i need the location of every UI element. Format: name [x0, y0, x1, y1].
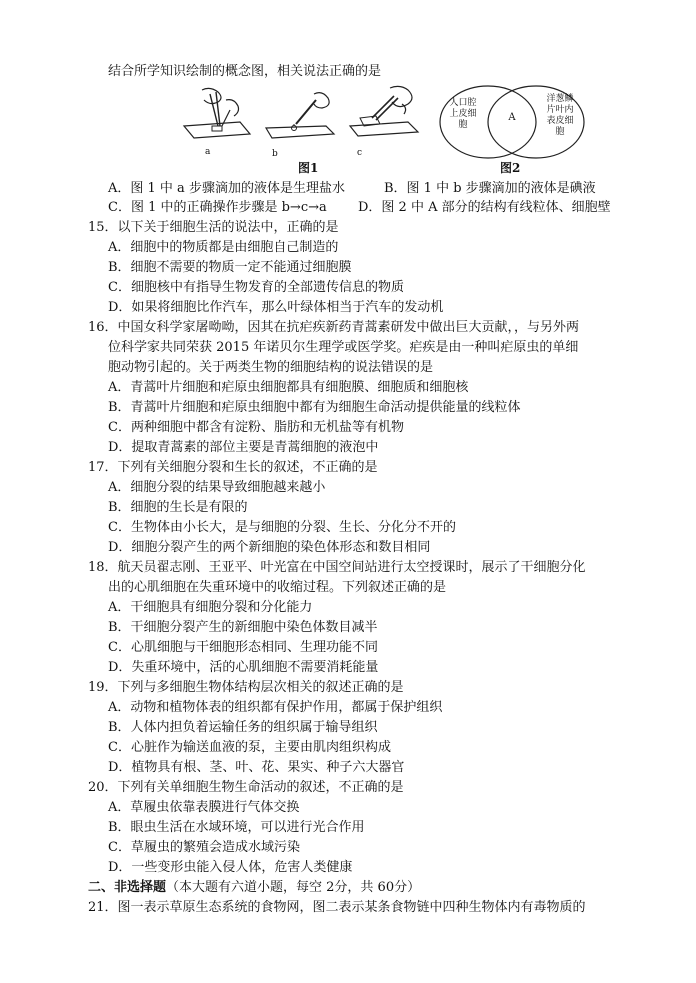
q14-figures [160, 84, 620, 176]
q20-option-d: D．一些变形虫能入侵人体，危害人类健康 [108, 860, 353, 875]
section2-note: （本大题有六道小题，每空 2分，共 60分） [166, 880, 421, 895]
label-a: a [205, 147, 211, 157]
q20-option-b: B．眼虫生活在水域环境，可以进行光合作用 [108, 820, 365, 835]
q16-option-c: C．两种细胞中都含有淀粉、脂肪和无机盐等有机物 [108, 420, 404, 435]
q15-option-a: A．细胞中的物质都是由细胞自己制造的 [108, 240, 339, 255]
q17-stem: 17．下列有关细胞分裂和生长的叙述，不正确的是 [88, 460, 378, 475]
q16-stem-line-1: 16．中国女科学家屠呦呦，因其在抗疟疾新药青蒿素研发中做出巨大贡献，，与另外两 [88, 320, 580, 335]
q18-stem-line-2: 出的心肌细胞在失重环境中的收缩过程。下列叙述正确的是 [108, 580, 447, 595]
q19-option-d: D．植物具有根、茎、叶、花、果实、种子六大器官 [108, 760, 405, 775]
q16-option-b: B．青蒿叶片细胞和疟原虫细胞中都有为细胞生命活动提供能量的线粒体 [108, 400, 521, 415]
q19-stem: 19．下列与多细胞生物体结构层次相关的叙述正确的是 [88, 680, 404, 695]
venn-left-label: 人口腔 上皮细 胞 [449, 98, 477, 130]
q14-option-a: A．图 1 中 a 步骤滴加的液体是生理盐水 [108, 181, 345, 196]
section2-heading [88, 879, 420, 897]
q18-option-a: A．干细胞具有细胞分裂和分化能力 [108, 600, 313, 615]
figure2-caption: 图2 [500, 161, 521, 175]
section2-title: 二、非选择题 [88, 880, 167, 895]
q16-option-a: A．青蒿叶片细胞和疟原虫细胞都具有细胞膜、细胞质和细胞核 [108, 380, 469, 395]
step-a-illustration [180, 86, 256, 144]
figure1-caption: 图1 [298, 161, 319, 175]
q14-option-b: B．图 1 中 b 步骤滴加的液体是碘液 [384, 181, 596, 196]
q19-option-c: C．心脏作为输送血液的泵，主要由肌肉组织构成 [108, 740, 391, 755]
q14-option-d: D．图 2 中 A 部分的结构有线粒体、细胞壁 [358, 200, 611, 215]
q15-option-c: C．细胞核中有指导生物发育的全部遗传信息的物质 [108, 280, 404, 295]
q15-stem: 15．以下关于细胞生活的说法中，正确的是 [88, 220, 339, 235]
q15-option-b: B．细胞不需要的物质一定不能通过细胞膜 [108, 260, 352, 275]
q18-option-b: B．干细胞分裂产生的新细胞中染色体数目减半 [108, 620, 378, 635]
q20-option-a: A．草履虫依靠表膜进行气体交换 [108, 800, 300, 815]
q19-option-a: A．动物和植物体表的组织都有保护作用，都属于保护组织 [108, 700, 443, 715]
label-c: c [357, 148, 363, 158]
q18-option-d: D．失重环境中，活的心肌细胞不需要消耗能量 [108, 660, 379, 675]
label-b: b [272, 149, 278, 159]
step-b-illustration [264, 90, 340, 144]
q17-option-b: B．细胞的生长是有限的 [108, 500, 248, 515]
q21-stem: 21．图一表示草原生态系统的食物网，图二表示某条食物链中四种生物体内有毒物质的 [88, 900, 586, 915]
q17-option-d: D．细胞分裂产生的两个新细胞的染色体形态和数目相同 [108, 540, 431, 555]
step-c-illustration [346, 84, 428, 142]
q20-option-c: C．草履虫的繁殖会造成水域污染 [108, 840, 300, 855]
q16-option-d: D．提取青蒿素的部位主要是青蒿细胞的液泡中 [108, 440, 379, 455]
q16-stem-line-3: 胞动物引起的。关于两类生物的细胞结构的说法错误的是 [108, 360, 434, 375]
q16-stem-line-2: 位科学家共同荣获 2015 年诺贝尔生理学或医学奖。疟疾是由一种叫疟原虫的单细 [108, 340, 579, 355]
q18-option-c: C．心肌细胞与干细胞形态相同、生理功能不同 [108, 640, 378, 655]
q18-stem-line-1: 18．航天员翟志刚、王亚平、叶光富在中国空间站进行太空授课时，展示了干细胞分化 [88, 560, 586, 575]
q19-option-b: B．人体内担负着运输任务的组织属于输导组织 [108, 720, 378, 735]
venn-right-label: 洋葱鳞 片叶内 表皮细 胞 [546, 94, 574, 137]
q20-stem: 20．下列有关单细胞生物生命活动的叙述，不正确的是 [88, 780, 404, 795]
venn-center-label: A [508, 112, 516, 123]
q17-option-c: C．生物体由小长大，是与细胞的分裂、生长、分化分不开的 [108, 520, 456, 535]
q14-intro: 结合所学知识绘制的概念图，相关说法正确的是 [108, 64, 382, 79]
q17-option-a: A．细胞分裂的结果导致细胞越来越小 [108, 480, 326, 495]
q15-option-d: D．如果将细胞比作汽车，那么叶绿体相当于汽车的发动机 [108, 300, 444, 315]
q14-option-c: C．图 1 中的正确操作步骤是 b→c→a [108, 200, 327, 215]
